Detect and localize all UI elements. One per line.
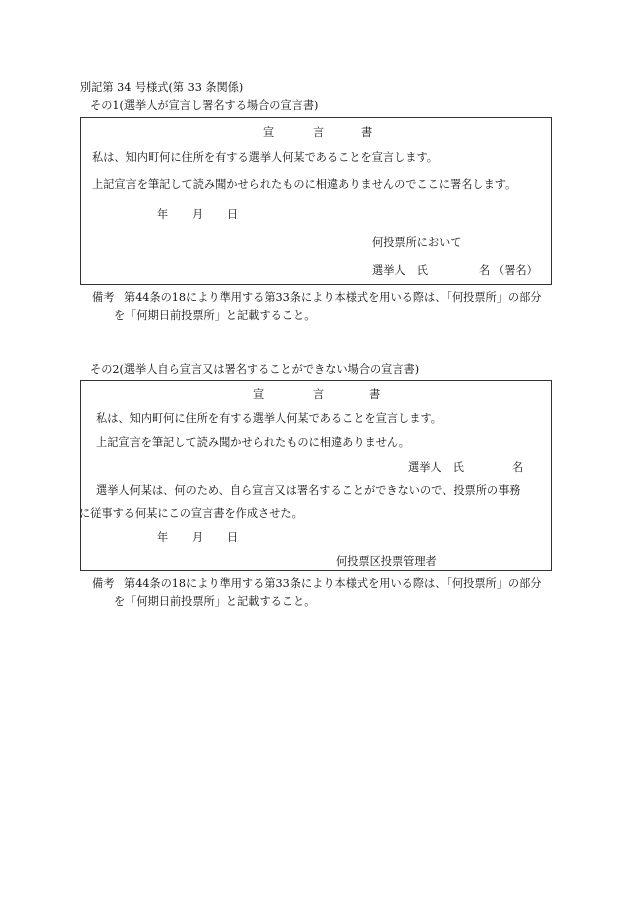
form2-signature-label: 選挙人 氏 <box>408 461 464 474</box>
note2-line-1: 第44条の18により準用する第33条により本様式を用いる際は、「何投票所」の部分 <box>124 577 542 590</box>
form2-line-2: 上記宣言を筆記して読み聞かせられたものに相違ありません。 <box>96 436 410 449</box>
form1-signature-mark: （署名） <box>493 264 538 277</box>
form2-manager: 何投票区投票管理者 <box>336 555 437 568</box>
form2-date-month: 月 <box>192 531 204 544</box>
form-label: 別記第 34 号様式(第 33 条関係) <box>80 81 244 94</box>
declaration-form-1 <box>80 117 552 285</box>
form2-title-char-2: 言 <box>313 388 325 401</box>
section2-title: その2(選挙人自ら宣言又は署名することができない場合の宣言書) <box>90 363 420 376</box>
form2-signature-name: 名 <box>512 461 524 474</box>
note2-line-2: を「何期日前投票所」と記載すること。 <box>114 595 316 608</box>
form1-line-2: 上記宣言を筆記して読み聞かせられたものに相違ありませんのでここに署名します。 <box>92 178 517 191</box>
form2-title-char-3: 書 <box>369 388 381 401</box>
note1-label: 備考 <box>92 291 115 304</box>
form1-polling-place: 何投票所において <box>372 236 462 249</box>
form2-line-1: 私は、知内町何に住所を有する選挙人何某であることを宣言します。 <box>96 412 442 425</box>
form2-line-3: 選挙人何某は、何のため、自ら宣言又は署名することができないので、投票所の事務 <box>96 484 521 497</box>
form1-signature-label: 選挙人 氏 <box>372 264 428 277</box>
form1-signature-name: 名 <box>479 264 491 277</box>
form1-date-year: 年 <box>157 208 169 221</box>
note2-label: 備考 <box>92 577 115 590</box>
note1-line-1: 第44条の18により準用する第33条により本様式を用いる際は、「何投票所」の部分 <box>124 291 542 304</box>
form1-title-char-3: 書 <box>361 126 373 139</box>
section1-title: その1(選挙人が宣言し署名する場合の宣言書) <box>90 99 319 112</box>
form2-date-day: 日 <box>227 531 239 544</box>
form2-line-4: に従事する何某にこの宣言書を作成させた。 <box>79 507 303 520</box>
form1-title-char-1: 宣 <box>263 126 275 139</box>
declaration-form-2 <box>80 380 552 571</box>
form1-title-char-2: 言 <box>313 126 325 139</box>
form2-date-year: 年 <box>157 531 169 544</box>
form1-date-month: 月 <box>192 208 204 221</box>
form1-line-1: 私は、知内町何に住所を有する選挙人何某であることを宣言します。 <box>92 151 438 164</box>
note1-line-2: を「何期日前投票所」と記載すること。 <box>114 309 316 322</box>
form2-title-char-1: 宣 <box>253 388 265 401</box>
form1-date-day: 日 <box>227 208 239 221</box>
